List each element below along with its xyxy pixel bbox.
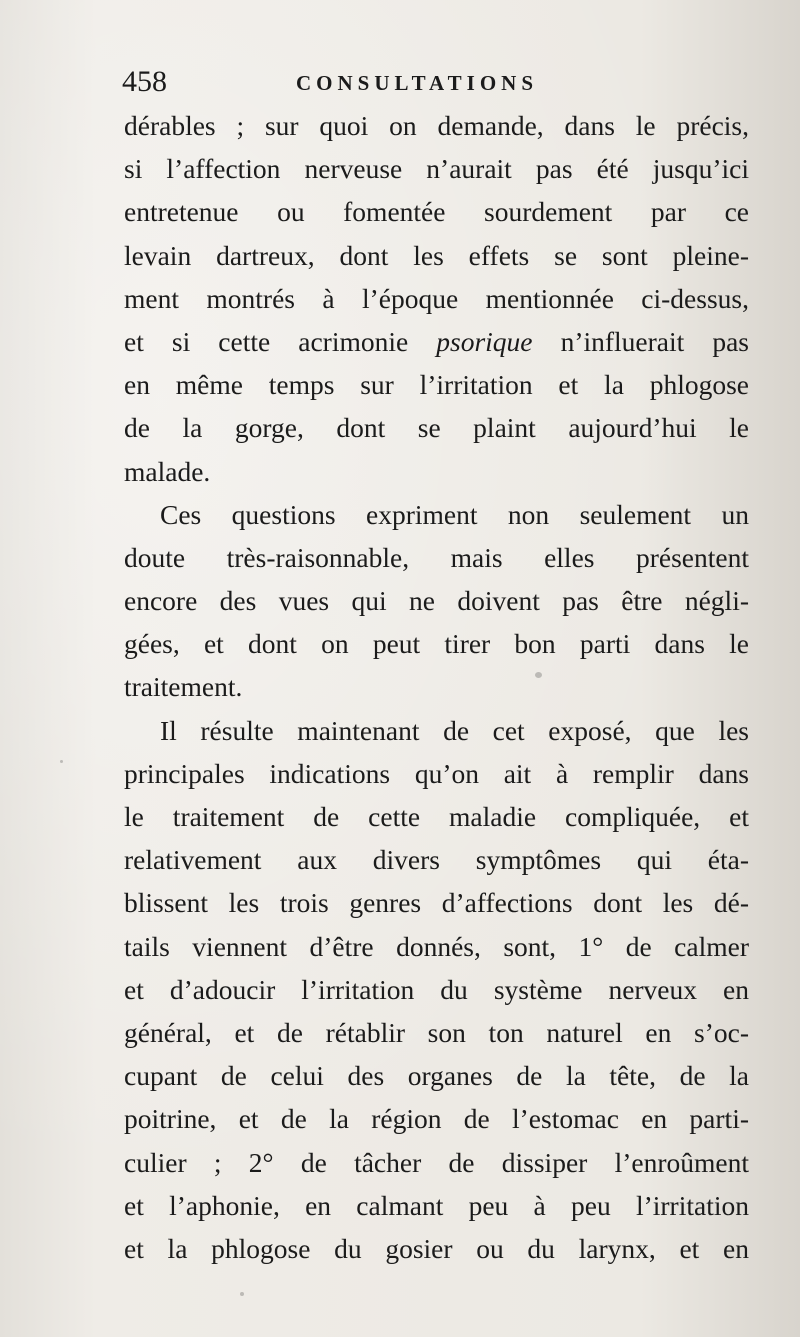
text-line: ment montrés à l’époque mentionnée ci-dessus, xyxy=(124,282,749,314)
text-line: traitement. xyxy=(124,671,243,703)
running-head: CONSULTATIONS xyxy=(296,71,539,95)
text-line: relativement aux divers symptômes qui éta- xyxy=(124,844,749,876)
paper-speck xyxy=(535,672,542,678)
italic-term: psorique xyxy=(436,325,533,357)
paper-speck xyxy=(60,760,63,763)
text-line: tails viennent d’être donnés, sont, 1° de calmer xyxy=(124,930,749,962)
text-line: principales indications qu’on ait à remplir dans xyxy=(124,757,749,789)
text-line: levain dartreux, dont les effets se sont pleine- xyxy=(124,239,749,271)
text-line: culier ; 2° de tâcher de dissiper l’enroûment xyxy=(124,1146,749,1178)
text-line: général, et de rétablir son ton naturel en s’oc- xyxy=(124,1016,749,1048)
text-line: entretenue ou fomentée sourdement par ce xyxy=(124,196,749,228)
text-line: dérables ; sur quoi on demande, dans le précis, xyxy=(124,110,749,141)
text-segment: n’influerait pas xyxy=(532,325,749,357)
text-line: et l’aphonie, en calmant peu à peu l’irritation xyxy=(124,1189,749,1221)
text-line xyxy=(124,320,749,363)
text-line: poitrine, et de la région de l’estomac en parti- xyxy=(124,1103,749,1135)
text-segment: et si cette acrimonie xyxy=(124,325,437,357)
text-line: encore des vues qui ne doivent pas être négli- xyxy=(124,585,749,617)
page-header xyxy=(120,62,760,102)
text-line: Ces questions expriment non seulement un xyxy=(160,498,749,530)
text-line: cupant de celui des organes de la tête, de la xyxy=(124,1060,749,1092)
text-line: Il résulte maintenant de cet exposé, que les xyxy=(160,714,749,746)
text-line: blissent les trois genres d’affections dont les dé- xyxy=(124,887,749,919)
text-line: le traitement de cette maladie compliquée, et xyxy=(124,801,749,832)
body-text xyxy=(124,104,749,1270)
text-line: de la gorge, dont se plaint aujourd’hui le xyxy=(124,412,749,444)
text-line: gées, et dont on peut tirer bon parti dans le xyxy=(124,628,749,660)
text-line: malade. xyxy=(124,455,211,487)
text-line: si l’affection nerveuse n’aurait pas été jusqu’ici xyxy=(124,153,749,185)
paper-speck xyxy=(240,1292,244,1296)
text-line: doute très-raisonnable, mais elles présentent xyxy=(124,541,749,573)
text-line: et d’adoucir l’irritation du système nerveux en xyxy=(124,973,749,1005)
page-number: 458 xyxy=(122,65,167,98)
text-line: et la phlogose du gosier ou du larynx, et en xyxy=(124,1232,749,1264)
text-line: en même temps sur l’irritation et la phlogose xyxy=(124,369,749,401)
